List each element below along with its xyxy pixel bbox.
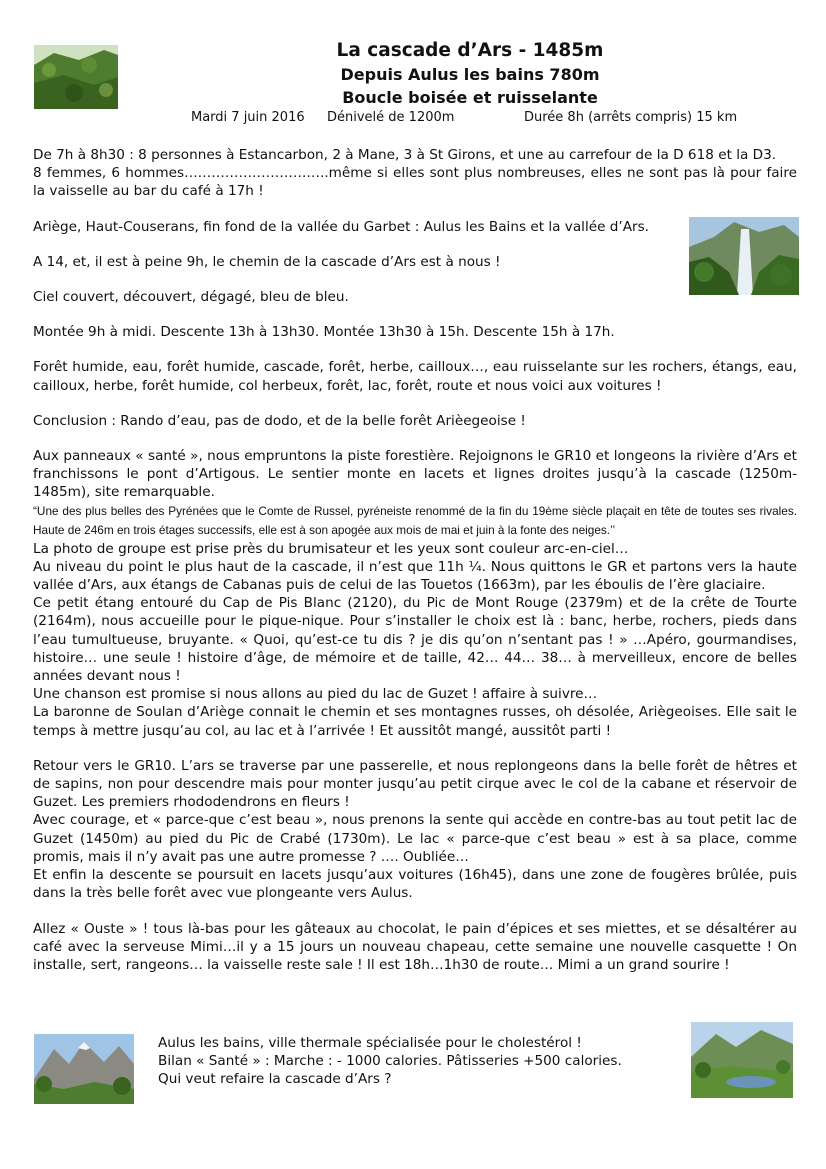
hike-elevation: Dénivelé de 1200m xyxy=(327,110,455,125)
paragraph-lake: Avec courage, et « parce-que c’est beau », nous prenons la sente qui accède en contre-bas au tout petit lac de Guzet (1450m) au pied du Pic de Crabé (1730m). Le lac « parce-que c’est beau » est à sa place, comme promis, mais il n’y avait pas une autre promesse ? …. Oubliée… xyxy=(33,812,797,865)
forest-hillside-photo xyxy=(34,45,118,109)
paragraph-song: Une chanson est promise si nous allons au pied du lac de Guzet ! affaire à suivre… xyxy=(33,686,598,703)
paragraph-group: 8 femmes, 6 hommes…………………………..même si elles sont plus nombreuses, elles ne sont pas là pour faire la vaisselle au bar du café à 17h ! xyxy=(33,165,797,200)
mountain-valley-photo xyxy=(34,1034,134,1104)
page-title: La cascade d’Ars - 1485m xyxy=(336,40,604,61)
hike-duration: Durée 8h (arrêts compris) 15 km xyxy=(524,110,738,125)
hike-date: Mardi 7 juin 2016 xyxy=(191,110,305,125)
paragraph-scenery: Forêt humide, eau, forêt humide, cascade, forêt, herbe, cailloux…, eau ruisselante sur les rochers, étangs, eau, cailloux, herbe, forêt humide, col herbeux, forêt, lac, forêt, route et nous voici aux voitures ! xyxy=(33,359,797,394)
paragraph-baroness: La baronne de Soulan d’Ariège connait le chemin et ses montagnes russes, oh désolée, Ariègeoises. Elle sait le temps à mettre jusqu’au col, au lac et à l’arrivée ! Et aussitôt mangé, aussitôt parti ! xyxy=(33,704,797,739)
paragraph-photo: La photo de groupe est prise près du brumisateur et les yeux sont couleur arc-en-ciel… xyxy=(33,540,629,557)
footer-line-question: Qui veut refaire la cascade d’Ars ? xyxy=(158,1071,392,1088)
paragraph-return: Retour vers le GR10. L’ars se traverse par une passerelle, et nous replongeons dans la belle forêt de hêtres et de sapins, non pour descendre mais pour monter jusqu’au petit cirque avec le col de la cabane et réservoir de Guzet. Les premiers rhododendrons en fleurs ! xyxy=(33,757,797,811)
page-subtitle-loop: Boucle boisée et ruisselante xyxy=(342,88,598,107)
paragraph-route: Aux panneaux « santé », nous empruntons la piste forestière. Rejoignons le GR10 et longeons la rivière d’Ars et franchissons le pont d’Artigous. Le sentier monte en lacets et lignes droites jusqu’à la cascade (1250m-1485m), site remarquable. xyxy=(33,448,797,501)
footer-line-spa: Aulus les bains, ville thermale spécialisée pour le cholestérol ! xyxy=(158,1035,582,1051)
lake-meadow-photo xyxy=(691,1022,793,1098)
footer-line-health: Bilan « Santé » : Marche : - 1000 calories. Pâtisseries +500 calories. xyxy=(158,1053,622,1070)
paragraph-start: A 14, et, il est à peine 9h, le chemin de la cascade d’Ars est à nous ! xyxy=(33,253,501,270)
footer-notes xyxy=(158,1034,622,1089)
paragraph-timing: Montée 9h à midi. Descente 13h à 13h30. Montée 13h30 à 15h. Descente 15h à 17h. xyxy=(33,324,615,341)
paragraph-descent: Et enfin la descente se poursuit en lacets jusqu’aux voitures (16h45), dans une zone de fougères brûlée, puis dans la très belle forêt avec vue plongeante vers Aulus. xyxy=(33,867,797,902)
paragraph-quote: “Une des plus belles des Pyrénées que le Comte de Russel, pyréneiste renommé de la fin du 19ème siècle plaçait en tête de toutes ses rivales. Haute de 246m en trois étages successifs, elle est à son apogée aux mois de mai et juin à la fonte des neiges.’’ xyxy=(33,503,797,537)
paragraph-location: Ariège, Haut-Couserans, fin fond de la vallée du Garbet : Aulus les Bains et la vallée d’Ars. xyxy=(33,218,650,235)
paragraph-summit: Au niveau du point le plus haut de la cascade, il n’est que 11h ¼. Nous quittons le GR et partons vers la haute vallée d’Ars, aux étangs de Cabanas puis de celui de las Touetos (1663m), par les éboulis de l’ère glaciaire. xyxy=(33,558,797,594)
page-subtitle-start: Depuis Aulus les bains 780m xyxy=(340,65,600,84)
paragraph-sky: Ciel couvert, découvert, dégagé, bleu de bleu. xyxy=(33,289,349,306)
paragraph-picnic: Ce petit étang entouré du Cap de Pis Blanc (2120), du Pic de Mont Rouge (2379m) et de la crête de Tourte (2164m), nous accueille pour le pique-nique. Pour s’installer le choix est là : banc, herbe, rochers, pieds dans l’eau tumultueuse, bruyante. « Quoi, qu’est-ce tu dis ? je dis qu’on n’sentant pas ! » …Apéro, gourmandises, histoire… une seule ! histoire d’âge, de mémoire et de taille, 42… 44… 38… à merveilleux, encore de belles années devant nous ! xyxy=(33,595,797,685)
paragraph-cafe: Allez « Ouste » ! tous là-bas pour les gâteaux au chocolat, le pain d’épices et ses miettes, et se désaltérer au café avec la serveuse Mimi…il y a 15 jours un nouveau chapeau, cette semaine une nouvelle casquette ! On installe, sert, rangeons… la vaisselle reste sale ! Il est 18h…1h30 de route… Mimi a un grand sourire ! xyxy=(33,920,797,973)
paragraph-departure: De 7h à 8h30 : 8 personnes à Estancarbon, 2 à Mane, 3 à St Girons, et une au carrefour de la D 618 et la D3. xyxy=(33,147,777,163)
paragraph-conclusion: Conclusion : Rando d’eau, pas de dodo, et de la belle forêt Arièegeoise ! xyxy=(33,412,526,429)
narrative-body xyxy=(33,146,797,974)
